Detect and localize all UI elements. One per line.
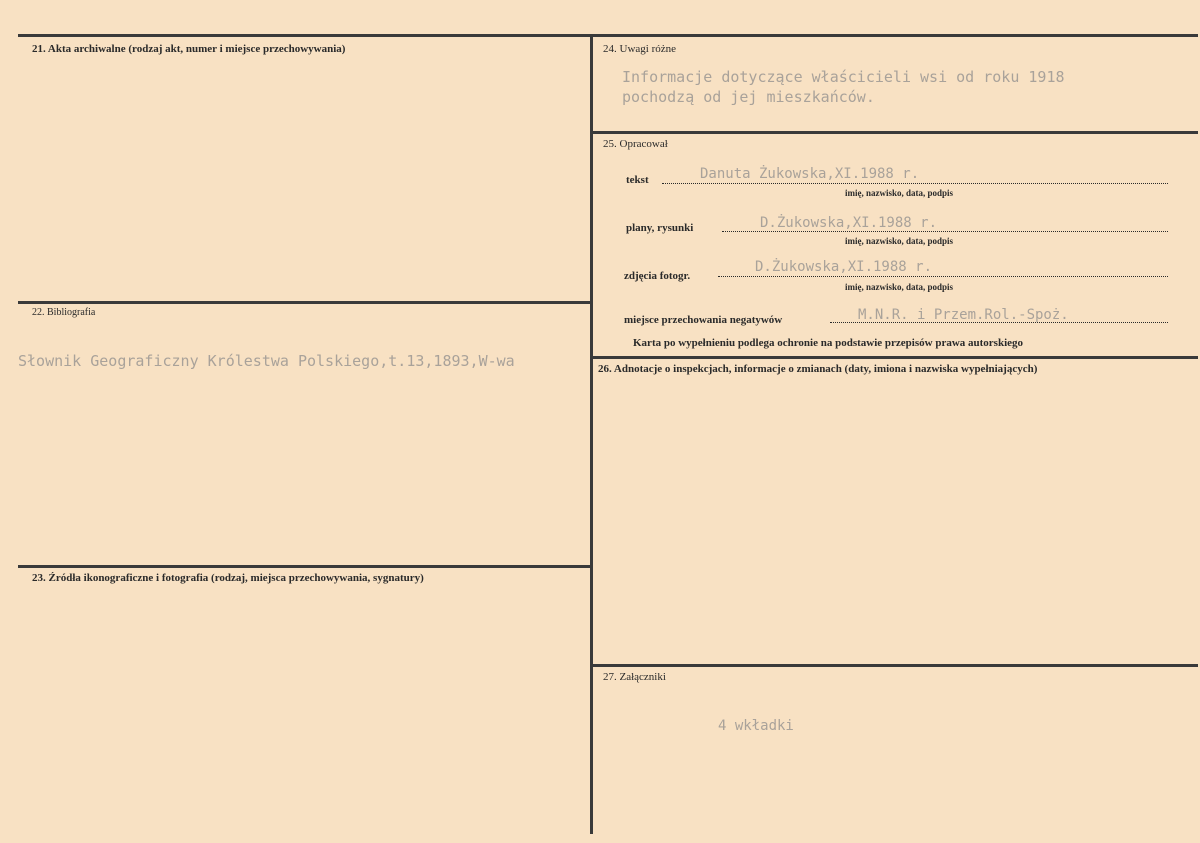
bibliography-entry: Słownik Geograficzny Królestwa Polskiego,t.13,1893,W-wa xyxy=(18,352,515,370)
plany-line xyxy=(722,231,1168,232)
plany-label: plany, rysunki xyxy=(626,222,694,234)
rule-26-27 xyxy=(592,664,1198,667)
section-24-label: 24. Uwagi różne xyxy=(603,43,677,55)
zdjecia-caption: imię, nazwisko, data, podpis xyxy=(845,282,954,292)
zdjecia-value: D.Żukowska,XI.1988 r. xyxy=(755,259,933,275)
remarks-line-1: Informacje dotyczące właścicieli wsi od roku 1918 xyxy=(622,68,1065,86)
rule-24-25 xyxy=(592,131,1198,134)
plany-caption: imię, nazwisko, data, podpis xyxy=(845,236,954,246)
rule-22-23 xyxy=(18,565,592,568)
section-23-label: 23. Źródła ikonograficzne i fotografia (rodzaj, miejsca przechowywania, sygnatury) xyxy=(32,572,424,584)
section-22-label: 22. Bibliografia xyxy=(32,307,96,318)
section-27-label: 27. Załączniki xyxy=(603,671,666,683)
attachments-entry: 4 wkładki xyxy=(718,718,794,734)
negatywy-value: M.N.R. i Przem.Rol.-Spoż. xyxy=(858,307,1069,323)
tekst-label: tekst xyxy=(626,174,649,186)
tekst-caption: imię, nazwisko, data, podpis xyxy=(845,188,954,198)
tekst-line xyxy=(662,183,1168,184)
rule-25-26 xyxy=(592,356,1198,359)
section-21-label: 21. Akta archiwalne (rodzaj akt, numer i miejsce przechowywania) xyxy=(32,43,346,55)
zdjecia-line xyxy=(718,276,1168,277)
section-26-label: 26. Adnotacje o inspekcjach, informacje o zmianach (daty, imiona i nazwiska wypełniających) xyxy=(598,363,1038,375)
tekst-value: Danuta Żukowska,XI.1988 r. xyxy=(700,166,920,182)
top-rule xyxy=(18,34,1198,37)
section-25-label: 25. Opracował xyxy=(603,138,668,150)
zdjecia-label: zdjęcia fotogr. xyxy=(624,270,691,282)
plany-value: D.Żukowska,XI.1988 r. xyxy=(760,215,938,231)
center-divider xyxy=(590,34,593,834)
remarks-line-2: pochodzą od jej mieszkańców. xyxy=(622,88,875,106)
copyright-notice: Karta po wypełnieniu podlega ochronie na podstawie przepisów prawa autorskiego xyxy=(633,337,1024,349)
rule-21-22 xyxy=(18,301,592,304)
negatywy-label: miejsce przechowania negatywów xyxy=(624,314,783,326)
